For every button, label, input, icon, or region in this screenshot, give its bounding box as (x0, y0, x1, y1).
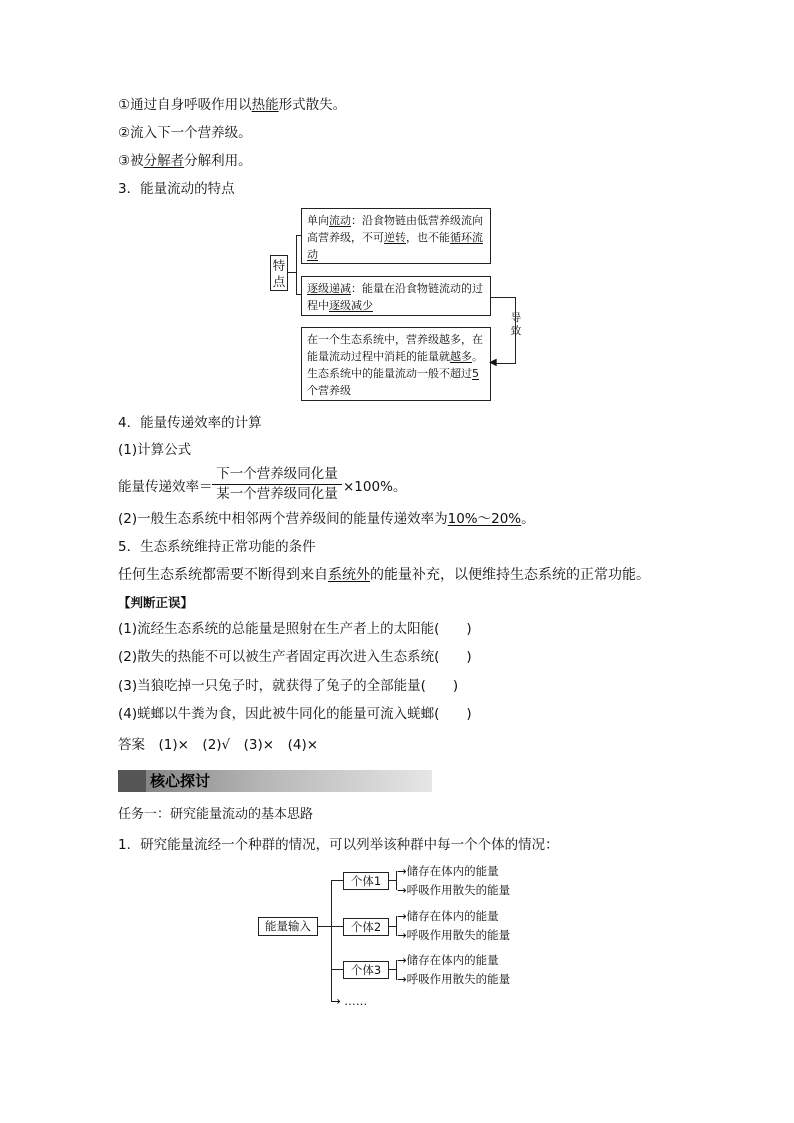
connector-line (331, 880, 332, 1002)
respired-energy-label: →呼吸作用散失的能量 (397, 883, 511, 897)
line-text: 任何生态系统都需要不断得到来自 (118, 567, 328, 583)
energy-fate-item-2: ②流入下一个营养级。 (118, 125, 252, 141)
respired-energy-label: →呼吸作用散失的能量 (397, 972, 511, 986)
formula-right: ×100%。 (343, 479, 407, 495)
connector-line (389, 880, 396, 881)
more-individuals-label: → …… (331, 994, 368, 1008)
box-text: 单向 (307, 214, 329, 227)
section-heading-5: 5．生态系统维持正常功能的条件 (118, 539, 316, 555)
respired-energy-text: 呼吸作用散失的能量 (406, 928, 511, 942)
box-underlined: 循环流动 (307, 231, 483, 261)
item-underlined: 分解者 (143, 153, 185, 169)
stored-energy-label: →储存在体内的能量 (397, 909, 499, 923)
box-underlined: 越多 (450, 350, 472, 363)
trophic-level-limit-box (301, 327, 491, 401)
bracket-line (296, 235, 297, 295)
fraction-bar (212, 484, 342, 485)
features-label: 特点 (270, 255, 288, 291)
stored-energy-label: →储存在体内的能量 (397, 864, 499, 878)
box-text: ，也不能 (406, 231, 450, 244)
connector-line (389, 926, 396, 927)
judge-item: (3)当狼吃掉一只兔子时，就获得了兔子的全部能量( ) (118, 678, 459, 694)
judge-item: (4)蜣螂以牛粪为食，因此被牛同化的能量可流入蜣螂( ) (118, 706, 472, 722)
box-underlined: 5 (472, 367, 479, 380)
feature-one-way-box (301, 208, 491, 264)
banner-title: 核心探讨 (150, 772, 211, 790)
formula-numerator: 下一个营养级同化量 (216, 466, 338, 482)
maintenance-condition-text (118, 566, 650, 584)
item-underlined: 热能 (251, 97, 279, 113)
leads-to-label: 导致 (510, 312, 522, 337)
energy-fate-item-3 (118, 152, 252, 170)
efficiency-range: 10%～20% (447, 511, 522, 527)
box-underlined: 逐级递减 (307, 282, 351, 295)
energy-input-box: 能量输入 (258, 917, 318, 936)
stored-energy-label: →储存在体内的能量 (397, 953, 499, 967)
section-heading-4: 4．能量传递效率的计算 (118, 415, 262, 431)
connector-line (318, 926, 331, 927)
box-text: ：能量在沿食物链流动的过程中 (307, 282, 483, 312)
banner-accent (118, 770, 146, 792)
energy-fate-item-1 (118, 96, 346, 114)
connector-line (331, 969, 343, 970)
item-text: 分解利用。 (184, 153, 252, 169)
line-text: 的能量补充，以便维持生态系统的正常功能。 (370, 567, 650, 583)
formula-left: 能量传递效率＝ (118, 479, 213, 495)
judge-item: (2)散失的热能不可以被生产者固定再次进入生态系统( ) (118, 649, 472, 665)
line-text: 。 (521, 511, 535, 527)
stored-energy-text: 储存在体内的能量 (406, 953, 499, 967)
box-underlined: 流动 (329, 214, 351, 227)
stored-energy-text: 储存在体内的能量 (406, 909, 499, 923)
box-text: 个营养级 (307, 384, 351, 397)
arrow-line (491, 297, 515, 298)
respired-energy-label: →呼吸作用散失的能量 (397, 928, 511, 942)
bracket-line (288, 272, 296, 273)
stored-energy-text: 储存在体内的能量 (406, 864, 499, 878)
individual-2-box: 个体2 (343, 918, 389, 936)
item-text: ③被 (118, 153, 144, 169)
connector-line (331, 880, 343, 881)
judge-heading: 【判断正误】 (118, 595, 194, 610)
section-heading-3: 3．能量流动的特点 (118, 181, 235, 197)
box-text: 。生态系统中的能量流动一般不超过 (307, 350, 483, 380)
line-underlined: 系统外 (328, 567, 370, 583)
respired-energy-text: 呼吸作用散失的能量 (406, 972, 511, 986)
box-underlined: 逆转 (384, 231, 406, 244)
formula-subheading: (1)计算公式 (118, 442, 192, 458)
line-text: (2)一般生态系统中相邻两个营养级间的能量传递效率为 (118, 511, 448, 527)
judge-answer: 答案 (1)× (2)√ (3)× (4)× (118, 737, 319, 753)
item-text: ①通过自身呼吸作用以 (118, 97, 252, 113)
ellipsis-text: …… (344, 994, 368, 1008)
box-text: 在一个生态系统中，营养级越多，在能量流动过程中消耗的能量就 (307, 333, 483, 363)
efficiency-range-line (118, 510, 535, 528)
formula-fraction (212, 466, 342, 503)
feature-decreasing-box (301, 276, 491, 316)
arrow-head-icon: ◀ (489, 357, 497, 368)
arrow-line (494, 363, 516, 364)
task-heading: 任务一：研究能量流动的基本思路 (118, 807, 314, 822)
formula-denominator: 某一个营养级同化量 (216, 486, 338, 502)
item-text: 形式散失。 (278, 97, 347, 113)
respired-energy-text: 呼吸作用散失的能量 (406, 883, 511, 897)
connector-line (331, 926, 343, 927)
individual-1-box: 个体1 (343, 872, 389, 890)
point-1: 1．研究能量流经一个种群的情况，可以列举该种群中每一个个体的情况： (118, 837, 559, 853)
individual-3-box: 个体3 (343, 961, 389, 979)
box-text: ：沿食物链由低营养级流向高营养级，不可 (307, 214, 483, 244)
judge-item: (1)流经生态系统的总能量是照射在生产者上的太阳能( ) (118, 621, 472, 637)
connector-line (389, 969, 396, 970)
box-underlined: 逐级减少 (329, 299, 373, 312)
